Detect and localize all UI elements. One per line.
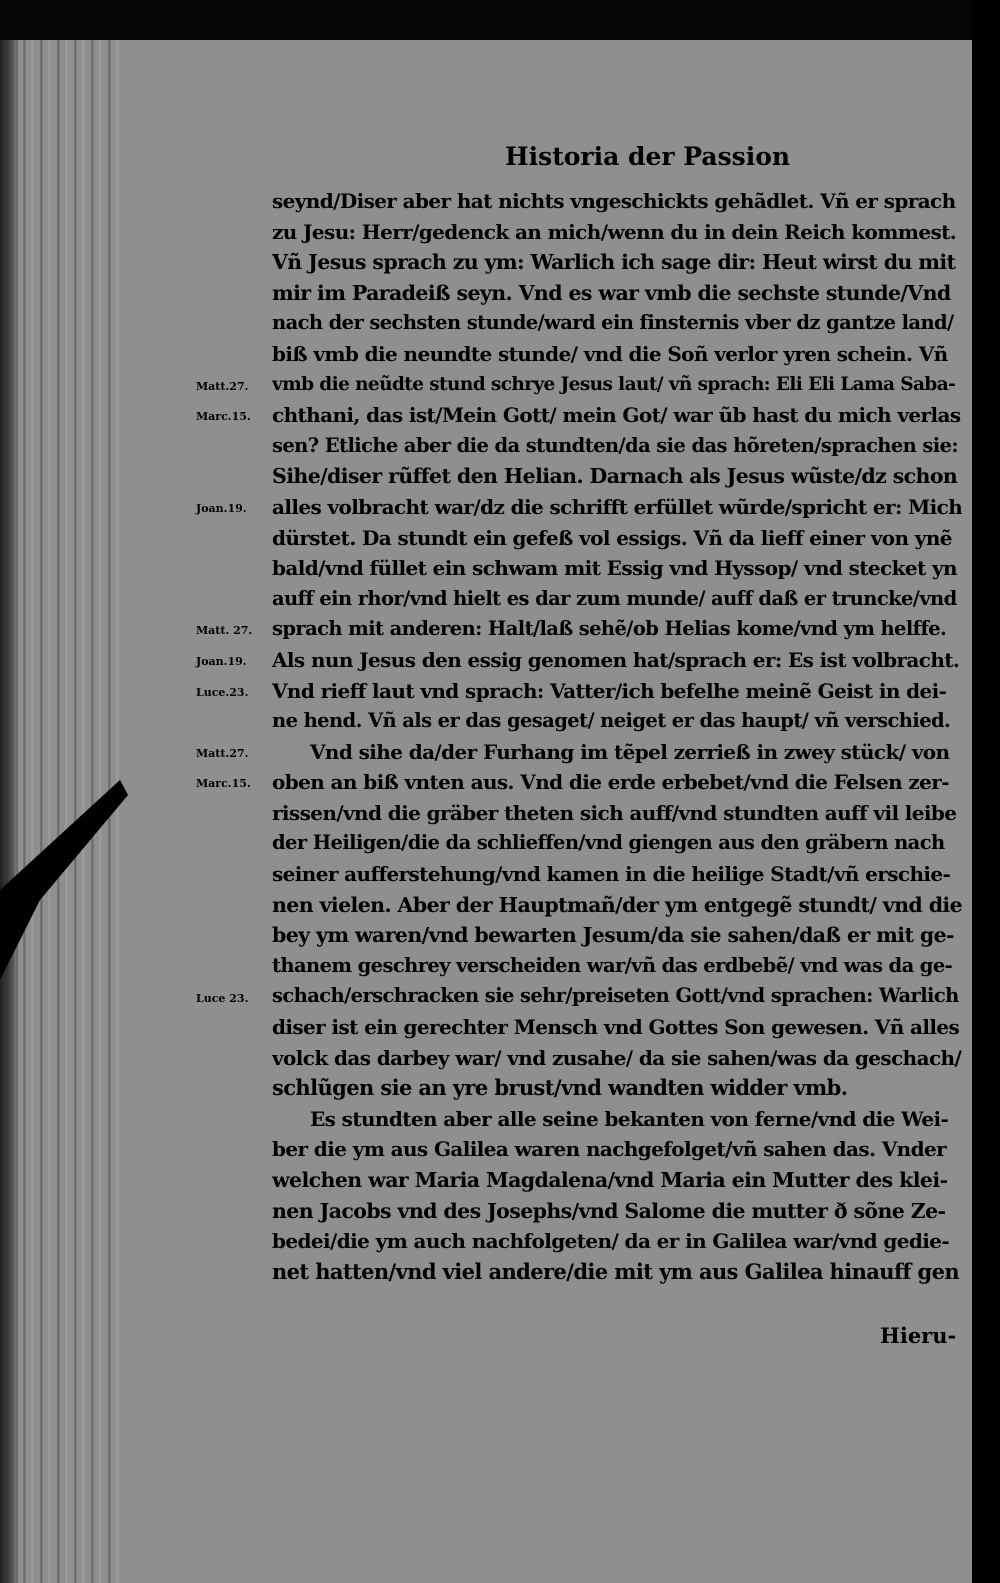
text-line: Sihe/diser rũffet den Helian. Darnach als Jesus wũste/dz schon xyxy=(272,464,958,489)
text-line: Als nun Jesus den essig genomen hat/sprach er: Es ist volbracht. xyxy=(272,647,960,672)
margin-note: Luce.23. xyxy=(196,685,249,699)
scan-right-border xyxy=(972,0,1000,1583)
text-line: chthani, das ist/Mein Gott/ mein Got/ war ũb hast du mich verlas xyxy=(272,403,961,428)
margin-note: Marc.15. xyxy=(196,410,251,424)
text-line: oben an biß vnten aus. Vnd die erde erbebet/vnd die Felsen zer- xyxy=(272,770,949,795)
text-line: volck das darbey war/ vnd zusahe/ da sie sahen/was da geschach/ xyxy=(272,1045,962,1070)
margin-note: Marc.15. xyxy=(196,777,251,791)
text-line: bedei/die ym auch nachfolgeten/ da er in Galilea war/vnd gedie- xyxy=(272,1229,950,1254)
text-line: Vnd rieff laut vnd sprach: Vatter/ich befelhe meinẽ Geist in dei- xyxy=(272,678,947,703)
text-line: nen vielen. Aber der Hauptmañ/der ym entgegẽ stundt/ vnd die xyxy=(272,892,962,917)
margin-note: Matt. 27. xyxy=(196,624,253,638)
text-block xyxy=(272,186,962,1287)
text-line: thanem geschrey verscheiden war/vñ das erdbebẽ/ vnd was da ge- xyxy=(272,953,953,977)
text-line: bald/vnd füllet ein schwam mit Essig vnd Hyssop/ vnd stecket yn xyxy=(272,556,957,581)
margin-note: Luce 23. xyxy=(196,991,249,1005)
text-line: Es stundten aber alle seine bekanten von ferne/vnd die Wei- xyxy=(310,1106,949,1131)
running-head: Historia der Passion xyxy=(505,142,791,171)
text-line: nen Jacobs vnd des Josephs/vnd Salome die mutter ð sõne Ze- xyxy=(272,1198,946,1223)
text-line: Vnd sihe da/der Furhang im tẽpel zerrieß in zwey stück/ von xyxy=(310,739,950,764)
margin-note: Joan.19. xyxy=(196,502,247,515)
text-line: dürstet. Da stundt ein gefeß vol essigs. Vñ da lieff einer von ynẽ xyxy=(272,525,952,550)
text-line: biß vmb die neundte stunde/ vnd die Soñ verlor yren schein. Vñ xyxy=(272,341,948,366)
text-line: sprach mit anderen: Halt/laß sehẽ/ob Helias kome/vnd ym helffe. xyxy=(272,617,947,641)
text-line: alles volbracht war/dz die schrifft erfüllet wũrde/spricht er: Mich xyxy=(272,494,962,519)
text-line: zu Jesu: Herr/gedenck an mich/wenn du in dein Reich kommest. xyxy=(272,219,957,244)
margin-note: Matt.27. xyxy=(196,379,249,393)
torn-paper-shape xyxy=(0,770,130,1070)
text-line: rissen/vnd die gräber theten sich auff/vnd stundten auff vil leibe xyxy=(272,800,957,825)
text-line: ne hend. Vñ als er das gesaget/ neiget er das haupt/ vñ verschied. xyxy=(272,709,951,733)
text-line: welchen war Maria Magdalena/vnd Maria ein Mutter des klei- xyxy=(272,1168,948,1192)
text-line: schlũgen sie an yre brust/vnd wandten widder vmb. xyxy=(272,1075,848,1101)
text-line: net hatten/vnd viel andere/die mit ym aus Galilea hinauff gen xyxy=(272,1258,960,1284)
text-line: mir im Paradeiß seyn. Vnd es war vmb die sechste stunde/Vnd xyxy=(272,280,951,305)
text-line: schach/erschracken sie sehr/preiseten Gott/vnd sprachen: Warlich xyxy=(272,984,959,1008)
text-line: seynd/Diser aber hat nichts vngeschickts gehãdlet. Vñ er sprach xyxy=(272,189,956,213)
text-line: vmb die neũdte stund schrye Jesus laut/ vñ sprach: Eli Eli Lama Saba- xyxy=(272,373,956,395)
margin-note: Joan.19. xyxy=(196,655,247,668)
text-line: bey ym waren/vnd bewarten Jesum/da sie sahen/daß er mit ge- xyxy=(272,923,954,948)
text-line: auff ein rhor/vnd hielt es dar zum munde/ auff daß er truncke/vnd xyxy=(272,586,957,610)
text-line: seiner aufferstehung/vnd kamen in die heilige Stadt/vñ erschie- xyxy=(272,862,951,887)
margin-note: Matt.27. xyxy=(196,746,249,760)
text-line: Vñ Jesus sprach zu ym: Warlich ich sage dir: Heut wirst du mit xyxy=(272,250,956,275)
text-line: sen? Etliche aber die da stundten/da sie das hõreten/sprachen sie: xyxy=(272,433,959,457)
text-line: der Heiligen/die da schlieffen/vnd giengen aus den gräbern nach xyxy=(272,831,945,855)
text-line: ber die ym aus Galilea waren nachgefolget/vñ sahen das. Vnder xyxy=(272,1137,947,1162)
text-line: diser ist ein gerechter Mensch vnd Gottes Son gewesen. Vñ alles xyxy=(272,1015,960,1040)
text-line: nach der sechsten stunde/ward ein finsternis vber dz gantze land/ xyxy=(272,311,954,335)
catchword: Hieru- xyxy=(880,1323,957,1348)
